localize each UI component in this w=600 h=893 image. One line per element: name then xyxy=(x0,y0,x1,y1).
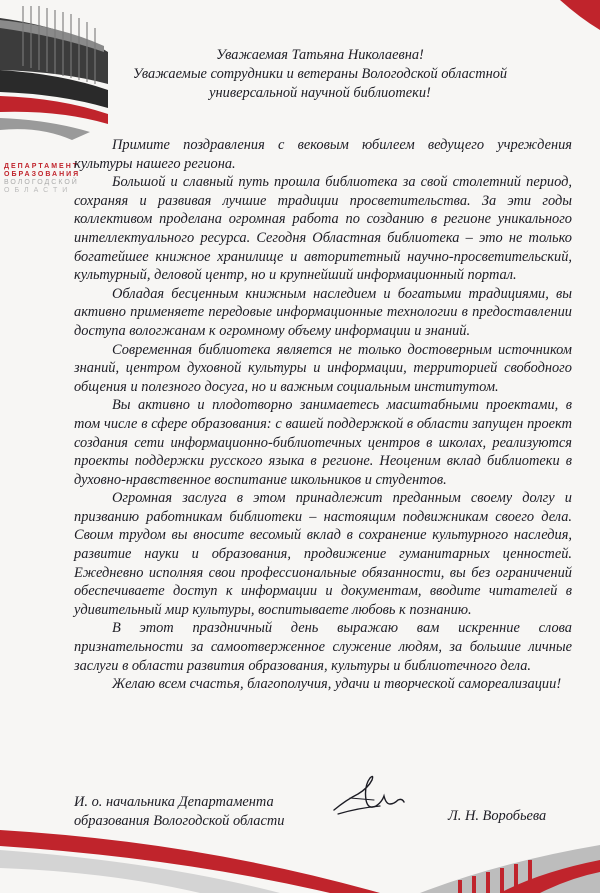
logo-line-3: ВОЛОГОДСКОЙ xyxy=(4,179,79,186)
top-right-swoosh xyxy=(560,0,600,30)
paragraph-5: Вы активно и плодотворно занимаетесь масштабными проектами, в том числе в сфере образования: с вашей поддержкой в области запущен проект создания сети информационно-библиотечных центров в школах, реализуются проекты поддержки русского языка в регионе. Неоценим вклад библиотеки в духовно-нравственное воспитание школьников и студентов. xyxy=(74,397,572,488)
logo-line-4: ОБЛАСТИ xyxy=(4,187,73,194)
signatory-title-line-2: образования Вологодской области xyxy=(74,813,285,829)
paragraph-3: Обладая бесценным книжным наследием и богатыми традициями, вы активно применяете передовые информационные технологии в предоставлении доступа вологжанам к огромному объему информации и знаний. xyxy=(74,285,572,339)
signatory-title-line-1: И. о. начальника Департамента xyxy=(74,794,274,810)
handwritten-signature xyxy=(328,770,408,824)
greeting-line-2: Уважаемые сотрудники и ветераны Вологодской областной xyxy=(132,66,508,82)
greeting-block xyxy=(100,46,540,103)
paragraph-1: Примите поздравления с вековым юбилеем ведущего учреждения культуры нашего региона. xyxy=(74,137,572,172)
greeting-line-1: Уважаемая Татьяна Николаевна! xyxy=(216,47,424,63)
logo-line-1: ДЕПАРТАМЕНТ xyxy=(4,163,80,170)
paragraph-8: Желаю всем счастья, благополучия, удачи и творческой самореализации! xyxy=(112,676,562,693)
letter-body xyxy=(74,136,572,694)
paragraph-4: Современная библиотека является не только достоверным источником знаний, центром духовной культуры и информации, территорией свободного общения и полезного досуга, но и важным социальным институтом. xyxy=(74,341,572,395)
paragraph-7: В этот праздничный день выражаю вам искренние слова признательности за самоотверженное служение людям, за большие личные заслуги в области развития образования, культуры и библиотечного дела. xyxy=(74,620,572,674)
paragraph-6: Огромная заслуга в этом принадлежит преданным своему долгу и призванию работникам библиотеки – настоящим подвижникам своего дела. Своим трудом вы вносите весомый вклад в сохранение культурного наследия, развитие науки и образования, продвижение гуманитарных ценностей. Ежедневно исполняя свои профессиональные обязанности, вы без ограничений обеспечиваете доступ к информации и документам, вводите читателей в удивительный мир культуры, воспитываете любовь к познанию. xyxy=(74,490,572,618)
logo-line-2: ОБРАЗОВАНИЯ xyxy=(4,171,81,178)
signatory-name: Л. Н. Воробьева xyxy=(448,808,547,824)
greeting-line-3: универсальной научной библиотеки! xyxy=(209,85,431,101)
signatory-title xyxy=(74,793,334,831)
paragraph-2: Большой и славный путь прошла библиотека за свой столетний период, сохраняя и развивая лучшие традиции просветительства. За эти годы коллективом проделана огромная работа по созданию в регионе уникального интеллектуального ресурса. Сегодня Областная библиотека – это не только богатейшее книжное хранилище и авторитетный научно-просветительский, культурный, деловой центр, но и крупнейший информационный портал. xyxy=(74,174,572,284)
